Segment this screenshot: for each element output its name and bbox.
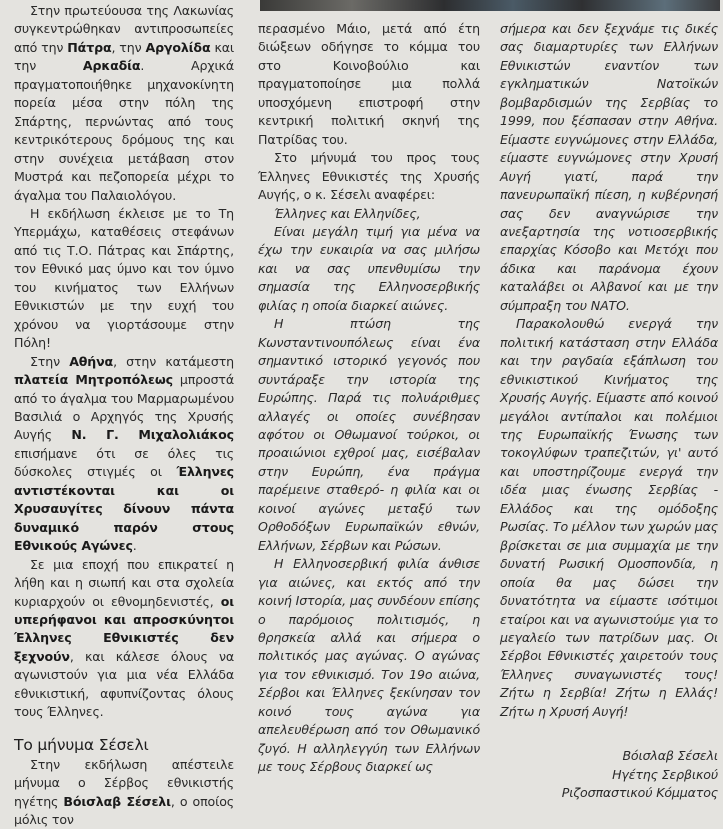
article-photo-strip	[260, 0, 720, 11]
text: Στην πρωτεύουσα της Λακωνίας συγκεντρώθηκαν αντιπροσωπείες από την	[14, 3, 234, 55]
bold-text: Αθήνα	[69, 353, 114, 369]
text: , ο οποίος μόλις τον	[14, 793, 234, 828]
paragraph: Στο μήνυμά του προς τους Έλληνες Εθνικιστές της Χρυσής Αυγής, ο κ. Σέσελι αναφέρει:	[258, 150, 480, 203]
paragraph	[14, 2, 234, 205]
bold-text: Πάτρα	[67, 39, 112, 55]
middle-column	[258, 20, 480, 777]
signature-title: Ηγέτης Σερβικού	[612, 766, 718, 782]
quote-paragraph: Η πτώση της Κωνσταντινουπόλεως είναι ένα σημαντικό ιστορικό γεγονός που συντάραξε την ιστορία της Ευρώπης. Παρά τις πολυάριθμες αλλαγές οι οποίες συνέβησαν αφότου οι Οθωμανοί τούρκοι, οι προαιώνιοι εχθροί μας, εισέβαλαν στην Ευρώπη, ένα πράγμα παρέμεινε σταθερό- η φιλία και οι κοινοί αγώνες μεταξύ των Ορθοδόξων Ευρωπαϊκών εθνών, Ελλήνων, Σέρβων και Ρώσων.	[258, 316, 480, 553]
text: μπροστά από το άγαλμα του Μαρμαρωμένου Βασιλιά ο Αρχηγός της Χρυσής Αυγής	[14, 372, 234, 443]
signature-name: Βόισλαβ Σέσελι	[622, 748, 718, 764]
quote-salutation: Έλληνες και Ελληνίδες,	[274, 205, 421, 221]
paragraph: Η εκδήλωση έκλεισε με το Τη Υπερμάχω, καταθέσεις στεφάνων από τις Τ.Ο. Πάτρας και Σπάρτης, τον Εθνικό μας ύμνο και τον ύμνο του κινήματος των Ελλήνων Εθνικιστών με την ευχή του χρόνου να γιορτάσουμε στην Πόλη!	[14, 205, 234, 351]
text: , και κάλεσε όλους να αγωνιστούν για μια νέα Ελλάδα εθνικιστική, αφυπνίζοντας όλους τους Έλληνες.	[14, 648, 234, 720]
text: , την	[111, 39, 146, 55]
signature-block	[500, 747, 718, 802]
bold-text: Ν. Γ. Μιχαλολιάκος	[71, 427, 234, 443]
bold-text: πλατεία Μητροπόλεως	[14, 372, 173, 388]
bold-text: Έλληνες αντιστέκονται και οι Χρυσαυγίτες δίνουν πάντα δυναμικό παρόν στους Εθνικούς Αγώνες	[14, 464, 234, 554]
quote-paragraph: σήμερα και δεν ξεχνάμε τις δικές σας διαμαρτυρίες των Ελλήνων Εθνικιστών εναντίον των εγκληματικών Νατοϊκών βομβαρδισμών της Σερβίας το 1999, που ξέσπασαν στην Αθήνα. Είμαστε ευγνώμονες στην Ελλάδα, είμαστε ευγνώμονες στην Χρυσή Αυγή γιατί, παρά την πανευρωπαϊκή πίεση, η κυβέρνησή σας δεν αναγνώρισε την ανεξαρτησία της νοτιοσερβικής επαρχίας Κόσοβο και Μετόχι που άδικα και παράνομα έχουν καταλάβει οι Αλβανοί και με την σύμπραξη του ΝΑΤΟ.	[500, 21, 718, 313]
text: Στην	[30, 353, 70, 369]
bold-text: Αργολίδα	[145, 39, 211, 55]
text: .	[132, 538, 137, 554]
quote-paragraph: Η Ελληνοσερβική φιλία άνθισε για αιώνες, και εκτός από την κοινή Ιστορία, μας συνδέουν επίσης ο παρόμοιος πολιτισμός, η θρησκεία αλλά και σήμερα ο πολιτικός μας αγώνας. Ο αγώνας για τον εθνικισμό. Τον 19ο αιώνα, Σέρβοι και Έλληνες ξεκίνησαν τον κοινό τους αγώνα για απελευθέρωση από τον Οθωμανικό ζυγό. Η αλληλεγγύη των Ελλήνων με τους Σέρβους διαρκεί ως	[258, 556, 480, 775]
text: και την	[14, 39, 234, 74]
bold-text: οι υπερήφανοι και απροσκύνητοι Έλληνες Εθνικιστές δεν ξεχνούν	[14, 593, 234, 664]
signature-title: Ριζοσπαστικού Κόμματος	[561, 785, 718, 801]
text: Σε μια εποχή που επικρατεί η λήθη και η σιωπή και στα σχολεία κυριαρχούν οι εθνομηδενιστές,	[14, 556, 234, 609]
quote-paragraph: Παρακολουθώ ενεργά την πολιτική κατάσταση στην Ελλάδα και την ραγδαία εξάπλωση του εθνικιστικού Κινήματος της Χρυσής Αυγής. Είμαστε από κοινού μεγάλοι αντίπαλοι και πολέμιοι της Ευρωπαϊκής Ένωσης των τοκογλύφων τραπεζιτών, γι' αυτό και υποστηρίζουμε ενεργά την ιδέα μιας ένωσης Σερβίας - Ελλάδος και της ομόδοξης Ρωσίας. Το μέλλον των χωρών μας βρίσκεται σε μια συμμαχία με την δυνατή Ρωσική Ομοσπονδία, η οποία θα μας δώσει την δυνατότητα να είμαστε ισότιμοι εταίροι και να αγωνιστούμε για το μεγαλείο των πατρίδων μας. Οι Σέρβοι Εθνικιστές χαιρετούν τους Έλληνες συναγωνιστές τους! Ζήτω η Σερβία! Ζήτω η Ελλάς! Ζήτω η Χρυσή Αυγή!	[500, 316, 718, 719]
bold-text: Αρκαδία	[82, 58, 141, 74]
bold-text: Βόισλαβ Σέσελι	[63, 793, 171, 809]
quote-paragraph: Είναι μεγάλη τιμή για μένα να έχω την ευκαιρία να σας μιλήσω και να σας υπενθυμίσω την σημασία της Ελληνοσερβικής φιλίας η οποία διαρκεί αιώνες.	[258, 223, 480, 313]
text: . Αρχικά πραγματοποιήθηκε μηχανοκίνητη πορεία μέσα στην πόλη της Σπάρτης, περνώντας από τους κεντρικότερους δρόμους της και στην συνέχεια μετάβαση στον Μυστρά και πεζοπορεία μέχρι το άγαλμα του Παλαιολόγου.	[14, 58, 234, 203]
section-heading: Το μήνυμα Σέσελι	[14, 735, 149, 754]
paragraph: περασμένο Μάιο, μετά από έτη διώξεων οδήγησε το κόμμα του στο Κοινοβούλιο και πραγματοποίησε μια πολλά υποσχόμενη επιστροφή στην κεντρική πολιτική σκηνή της Πατρίδας του.	[258, 21, 480, 147]
text: Στην εκδήλωση απέστειλε μήνυμα ο Σέρβος εθνικιστής ηγέτης	[14, 756, 234, 809]
paragraph	[14, 756, 234, 829]
paragraph	[14, 556, 234, 722]
text: επισήμανε ότι σε όλες τις δύσκολες στιγμές οι	[14, 445, 234, 480]
left-column	[14, 2, 234, 829]
right-column	[500, 20, 718, 802]
text: , στην κατάμεστη	[113, 353, 234, 369]
paragraph	[14, 353, 234, 556]
